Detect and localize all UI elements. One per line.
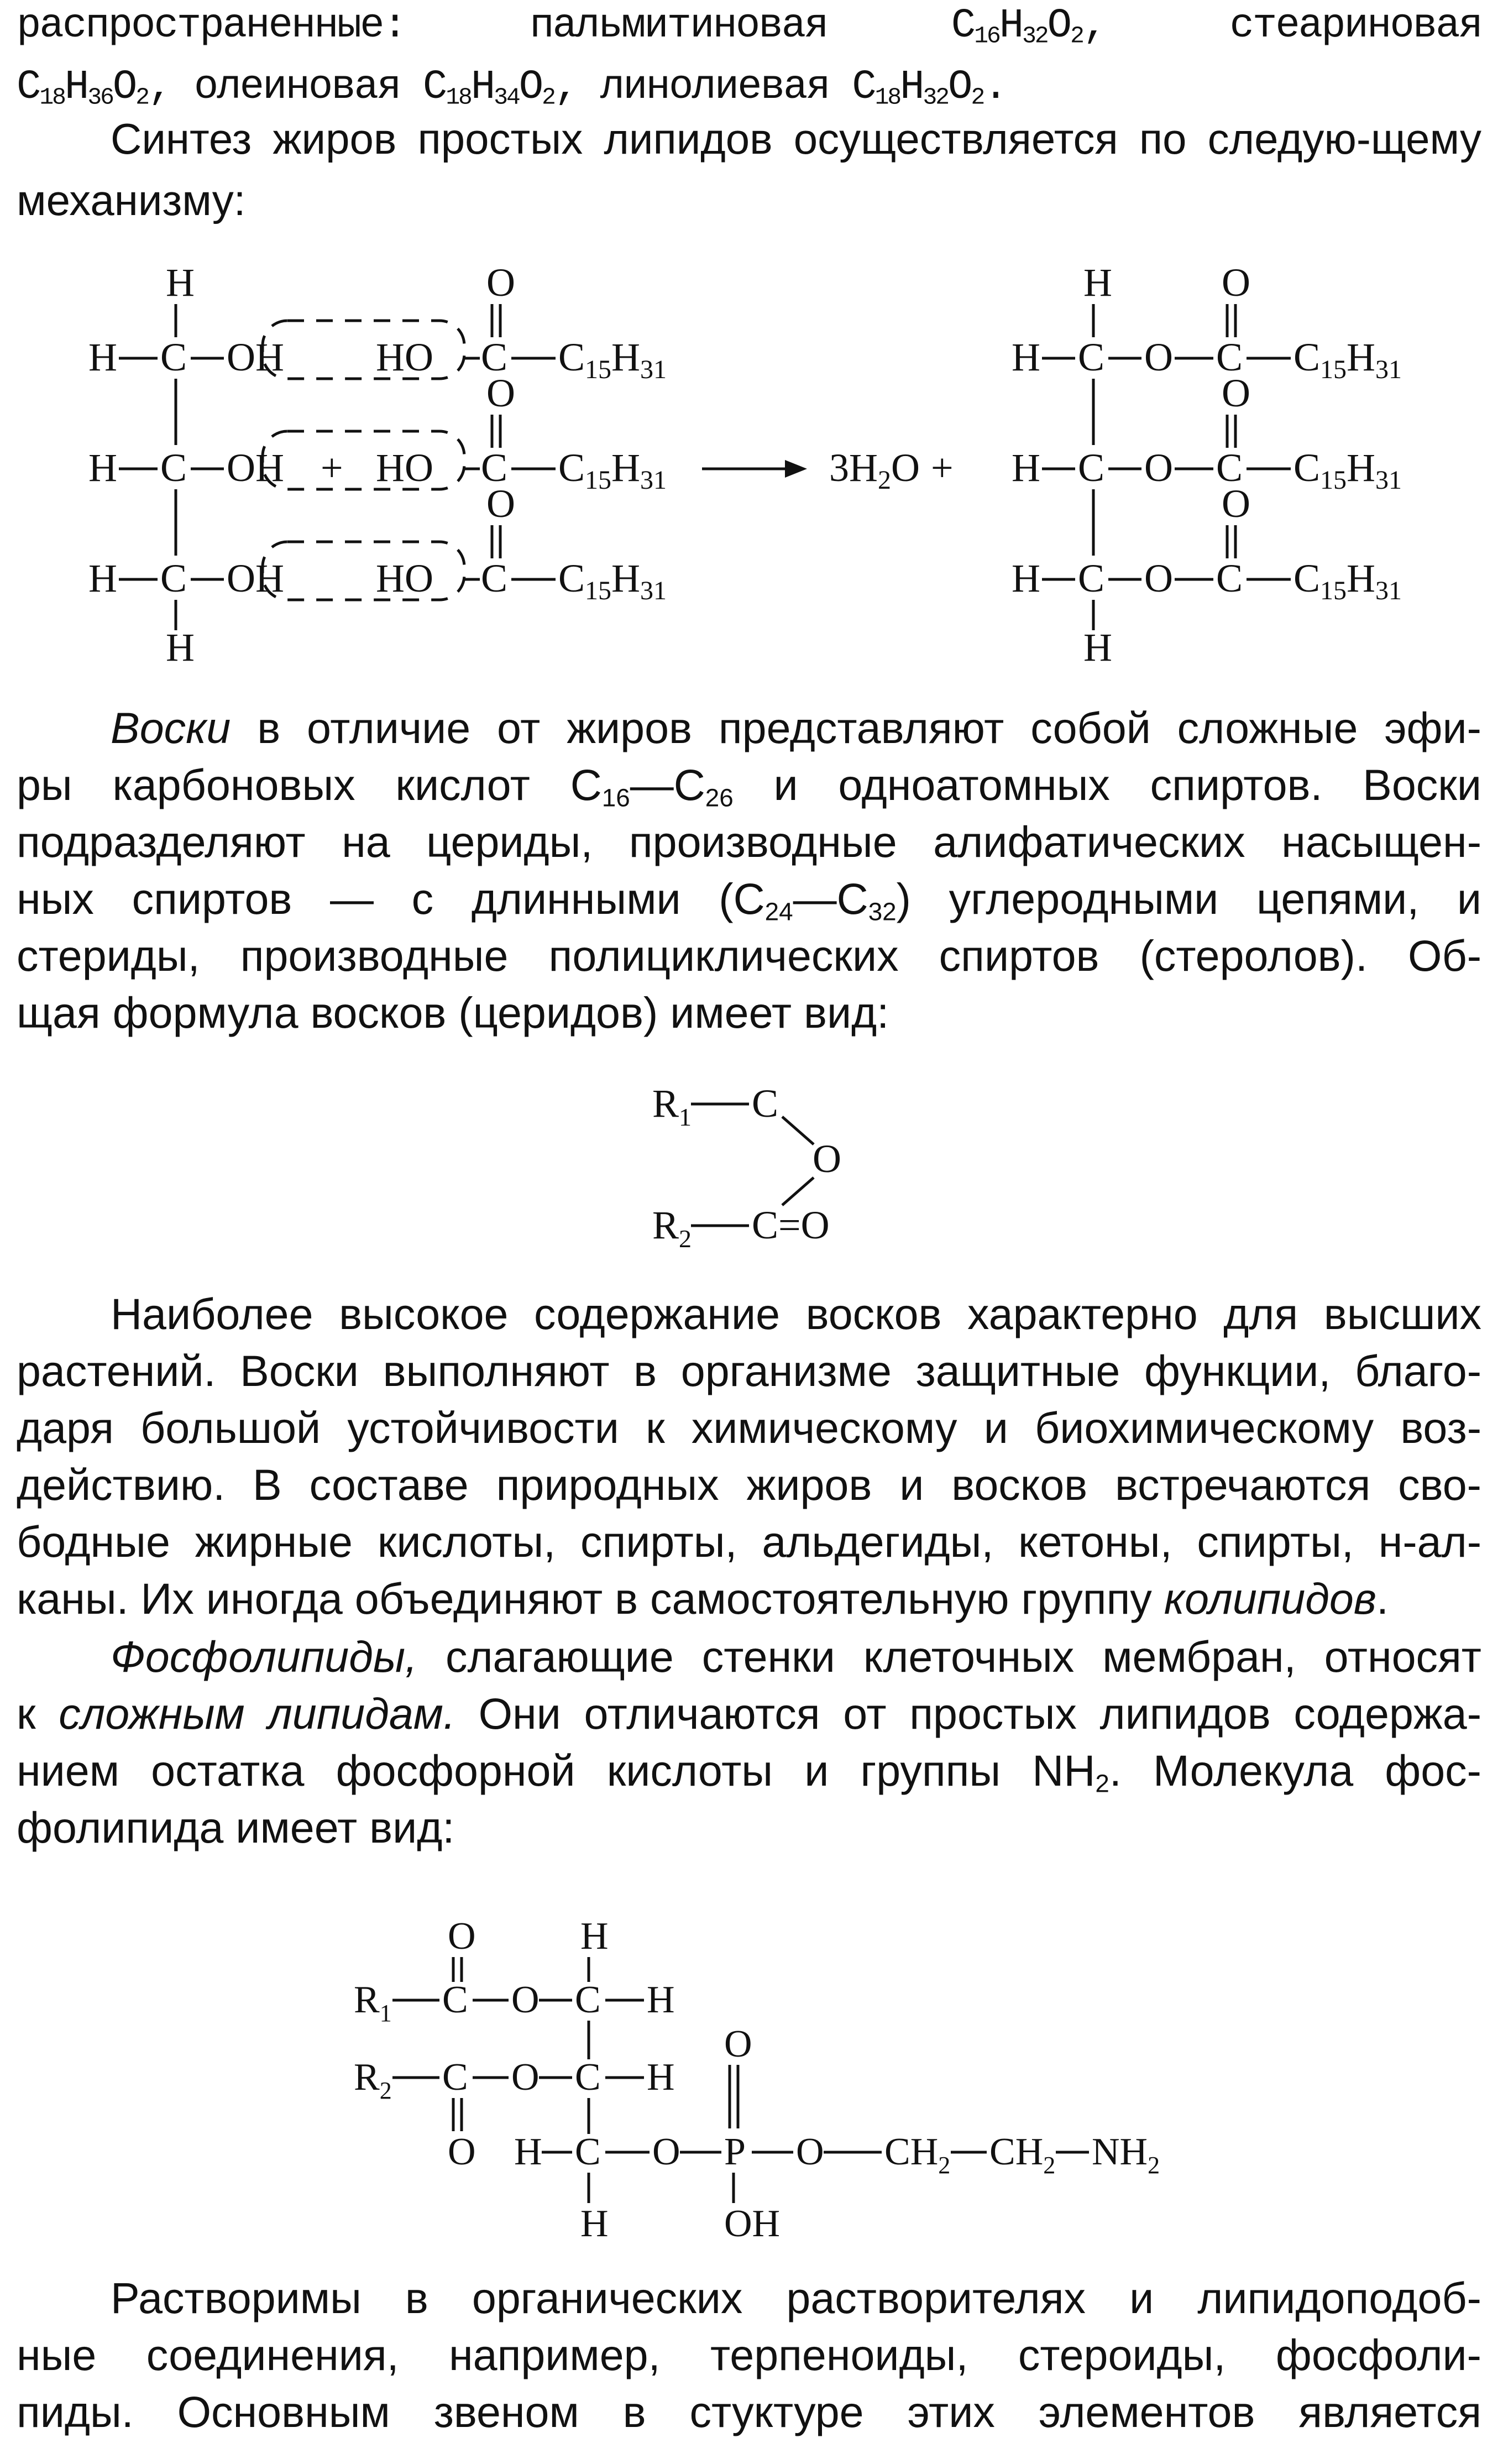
ph-o3: O xyxy=(652,2131,680,2173)
top-fragment xyxy=(17,0,1481,118)
acid-ho2: HO xyxy=(376,446,433,490)
glycerol-oh3: OH xyxy=(227,556,284,600)
acid-c1: C xyxy=(481,335,508,379)
glycerol-oh1: OH xyxy=(227,335,284,379)
waxes-paragraph-2 xyxy=(17,1285,1481,1627)
ph-h1: H xyxy=(647,1979,675,2021)
waxes-line-6: щая формула восков (церидов) имеет вид: xyxy=(17,988,889,1037)
phospholipids-paragraph xyxy=(17,1628,1481,1856)
waxes-line-5: стериды, производные полициклических спиртов (стеролов). Об- xyxy=(17,931,1481,980)
tg-cc2: C xyxy=(1216,446,1243,490)
ph-gc3: C xyxy=(575,2131,601,2173)
tg-h1: H xyxy=(1012,335,1040,379)
term-complex-lipids: сложным липидам. xyxy=(59,1689,455,1738)
water-product: 3H2O + xyxy=(829,446,954,495)
ph-gc1: C xyxy=(575,1979,601,2021)
acid-ho1: HO xyxy=(376,335,433,379)
acid-chain1: C15H31 xyxy=(558,335,667,384)
ph-h3: H xyxy=(514,2131,542,2173)
synthesis-intro: Синтез жиров простых липидов осуществляется по следую-щему механизму: xyxy=(17,114,1481,224)
tg-c1: C xyxy=(1078,335,1105,379)
glycerol-oh2: OH xyxy=(227,446,284,490)
phospholipid-formula xyxy=(332,1910,1216,2247)
acid-o1: O xyxy=(486,260,515,305)
waxes-line-3: подразделяют на цериды, производные алифатических насыщен- xyxy=(17,817,1481,866)
bottom-line-1: Растворимы в органических растворителях и липидоподоб- xyxy=(111,2273,1481,2322)
tg-cc3: C xyxy=(1216,556,1243,600)
wax-r2: $R_2$ xyxy=(652,1203,692,1253)
ph-o1: O xyxy=(511,1979,540,2021)
acid-o3: O xyxy=(486,482,515,526)
tg-chain2: C15H31 xyxy=(1293,446,1402,495)
ph-ch2-1: $CH_2$ xyxy=(884,2131,951,2179)
ph-c2: C xyxy=(442,2056,468,2099)
glycerol-h1: H xyxy=(88,335,117,379)
tg-c3: C xyxy=(1078,556,1105,600)
wax-c1: C xyxy=(752,1081,779,1126)
acid-c2: C xyxy=(481,446,508,490)
glycerol-c3: C xyxy=(160,556,187,600)
tg-h3: H xyxy=(1012,556,1040,600)
tg-o3: O xyxy=(1144,556,1173,600)
tg-h2: H xyxy=(1012,446,1040,490)
glycerol-h3: H xyxy=(88,556,117,600)
waxes2-line-5: бодные жирные кислоты, спирты, альдегиды, кетоны, спирты, н-ал- xyxy=(17,1517,1481,1566)
tg-co1: O xyxy=(1222,260,1250,305)
waxes-line-4: ных спиртов — с длинными $(C_{24}—C_{32})$ углеродными цепями, и xyxy=(17,874,1481,926)
top-line-1: распространенные: пальмитиновая $C_{16}H_{32}O_2$, стеариновая xyxy=(17,3,1481,50)
waxes2-line-2: растений. Воски выполняют в организме защитные функции, благо- xyxy=(17,1346,1481,1395)
tg-o1: O xyxy=(1144,335,1173,379)
phospho-line-4: фолипида имеет вид: xyxy=(17,1803,455,1852)
ph-o4: O xyxy=(796,2131,824,2173)
ph-o2: O xyxy=(511,2056,540,2099)
bottom-paragraph xyxy=(17,2269,1481,2440)
wax-general-formula xyxy=(608,1073,918,1255)
phospho-line-3: нием остатка фосфорной кислоты и группы $NH_2$. Молекула фос- xyxy=(17,1746,1481,1798)
bottom-line-3: пиды. Основным звеном в стуктуре этих элементов является xyxy=(17,2387,1481,2436)
ph-p: P xyxy=(724,2131,746,2173)
tg-top-h: H xyxy=(1083,260,1112,305)
ph-r1: $R_1$ xyxy=(354,1979,392,2027)
acid-ho3: HO xyxy=(376,556,433,600)
wax-carbonyl: C=O xyxy=(752,1203,830,1247)
ph-h2: H xyxy=(647,2056,675,2099)
tg-bottom-h: H xyxy=(1083,625,1112,669)
glycerol-c1: C xyxy=(160,335,187,379)
ph-nh2: $NH_2$ xyxy=(1092,2131,1160,2179)
glycerol-h2: H xyxy=(88,446,117,490)
ph-oh: OH xyxy=(724,2203,781,2245)
scheme1-bonds xyxy=(119,304,1291,630)
glycerol-bottom-h: H xyxy=(166,625,195,669)
term-phospholipids: Фосфолипиды, xyxy=(111,1632,417,1681)
reaction-arrow-head xyxy=(785,460,807,478)
ph-o-bottom: O xyxy=(448,2131,476,2173)
phospho-line-2: к сложным липидам. Они отличаются от простых липидов содержа- xyxy=(17,1689,1481,1738)
tg-co2: O xyxy=(1222,371,1250,415)
acid-o2: O xyxy=(486,371,515,415)
ph-p-o-top: O xyxy=(724,2023,752,2065)
tg-chain1: C15H31 xyxy=(1293,335,1402,384)
acid-c3: C xyxy=(481,556,508,600)
phospho-line-1: Фосфолипиды, слагающие стенки клеточных мембран, относят xyxy=(111,1632,1481,1681)
ph-h-top: H xyxy=(580,1915,609,1958)
tg-o2: O xyxy=(1144,446,1173,490)
ph-r2: $R_2$ xyxy=(354,2056,392,2104)
term-colipids: колипидов xyxy=(1164,1574,1377,1623)
triglyceride-synthesis-scheme xyxy=(0,254,1503,686)
acid-chain3: C15H31 xyxy=(558,556,667,605)
ph-gc2: C xyxy=(575,2056,601,2099)
waxes2-line-1: Наиболее высокое содержание восков характерно для высших xyxy=(111,1289,1481,1338)
waxes-line-2: ры карбоновых кислот $C_{16}—C_{26}$ и одноатомных спиртов. Воски xyxy=(17,760,1482,812)
bottom-line-2: ные соединения, например, терпеноиды, стероиды, фосфоли- xyxy=(17,2330,1481,2379)
top-line-2: $C_{18}H_{36}O_2$, олеиновая $C_{18}H_{34}O_2$, линолиевая $C_{18}H_{32}O_2$. xyxy=(17,64,1007,111)
acid-chain2: C15H31 xyxy=(558,446,667,495)
waxes2-line-6: каны. Их иногда объединяют в самостоятельную группу колипидов. xyxy=(17,1574,1389,1623)
plus-sign: + xyxy=(321,446,343,490)
waxes2-line-3: даря большой устойчивости к химическому и биохимическому воз- xyxy=(17,1403,1481,1452)
waxes-line-1: Воски в отличие от жиров представляют собой сложные эфи- xyxy=(111,703,1481,752)
ph-ch2-2: $CH_2$ xyxy=(989,2131,1056,2179)
wax-bridge-o: O xyxy=(813,1137,841,1181)
tg-co3: O xyxy=(1222,482,1250,526)
tg-chain3: C15H31 xyxy=(1293,556,1402,605)
waxes-paragraph xyxy=(17,699,1481,1041)
glycerol-c2: C xyxy=(160,446,187,490)
ph-o-top: O xyxy=(448,1915,476,1958)
ph-h-bottom: H xyxy=(580,2203,609,2245)
waxes2-line-4: действию. В составе природных жиров и восков встречаются сво- xyxy=(17,1460,1481,1509)
term-waxes: Воски xyxy=(111,703,231,752)
glycerol-top-h: H xyxy=(166,260,195,305)
tg-cc1: C xyxy=(1216,335,1243,379)
ph-c1: C xyxy=(442,1979,468,2021)
wax-r1: $R_1$ xyxy=(652,1081,692,1131)
tg-c2: C xyxy=(1078,446,1105,490)
